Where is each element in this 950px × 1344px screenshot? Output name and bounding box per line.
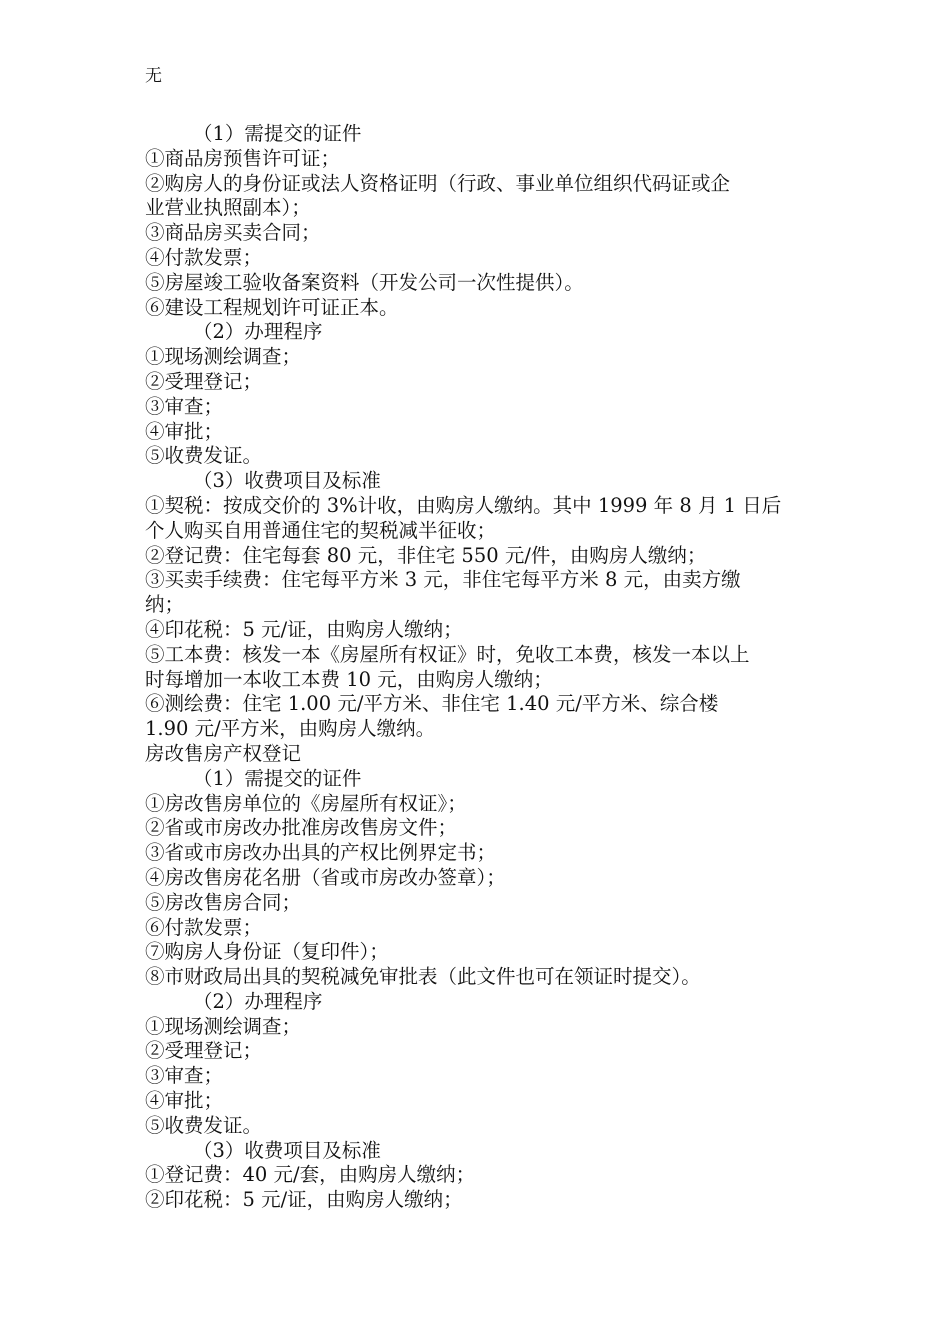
text-line: ③买卖手续费：住宅每平方米 3 元，非住宅每平方米 8 元，由卖方缴 xyxy=(145,568,741,592)
text-line: 房改售房产权登记 xyxy=(145,741,302,765)
text-line: ⑥建设工程规划许可证正本。 xyxy=(145,295,399,319)
text-line: ②登记费：住宅每套 80 元，非住宅 550 元/件，由购房人缴纳； xyxy=(145,543,707,567)
section-heading: （3）收费项目及标准 xyxy=(193,1138,381,1162)
text-line: ①契税：按成交价的 3%计收，由购房人缴纳。其中 1999 年 8 月 1 日后 xyxy=(145,493,782,517)
text-line: ④审批； xyxy=(145,1089,224,1113)
text-line: ②印花税：5 元/证，由购房人缴纳； xyxy=(145,1188,463,1212)
text-line: ④付款发票； xyxy=(145,245,263,269)
text-line: ⑥付款发票； xyxy=(145,915,263,939)
text-line: ③商品房买卖合同； xyxy=(145,221,321,245)
text-line: ①房改售房单位的《房屋所有权证》； xyxy=(145,791,467,815)
text-line: ⑦购房人身份证（复印件）； xyxy=(145,940,389,964)
text-line: ④印花税：5 元/证，由购房人缴纳； xyxy=(145,617,463,641)
text-line: ②受理登记； xyxy=(145,369,263,393)
text-line: ②购房人的身份证或法人资格证明（行政、事业单位组织代码证或企 xyxy=(145,171,731,195)
text-line: ③审查； xyxy=(145,394,224,418)
section-heading: （3）收费项目及标准 xyxy=(193,469,381,493)
text-line: ③审查； xyxy=(145,1064,224,1088)
text-line: ⑤房屋竣工验收备案资料（开发公司一次性提供）。 xyxy=(145,270,584,294)
text-line: 纳； xyxy=(145,593,185,617)
text-line: ①现场测绘调查； xyxy=(145,345,302,369)
text-line: 时每增加一本收工本费 10 元，由购房人缴纳； xyxy=(145,667,553,691)
text-line: 个人购买自用普通住宅的契税减半征收； xyxy=(145,518,497,542)
text-line: ①现场测绘调查； xyxy=(145,1014,302,1038)
page-header: 无 xyxy=(145,66,162,86)
text-line: ⑥测绘费：住宅 1.00 元/平方米、非住宅 1.40 元/平方米、综合楼 xyxy=(145,692,719,716)
text-line: ⑧市财政局出具的契税减免审批表（此文件也可在领证时提交）。 xyxy=(145,965,701,989)
section-heading: （2）办理程序 xyxy=(193,320,323,344)
text-line: ⑤房改售房合同； xyxy=(145,890,302,914)
text-line: ④房改售房花名册（省或市房改办签章）； xyxy=(145,865,506,889)
text-line: ⑤收费发证。 xyxy=(145,1113,263,1137)
text-line: ⑤收费发证。 xyxy=(145,444,263,468)
text-line: ②省或市房改办批准房改售房文件； xyxy=(145,816,458,840)
text-line: ③省或市房改办出具的产权比例界定书； xyxy=(145,841,497,865)
text-line: 1.90 元/平方米，由购房人缴纳。 xyxy=(145,717,436,741)
text-line: 业营业执照副本）； xyxy=(145,196,311,220)
text-line: ⑤工本费：核发一本《房屋所有权证》时，免收工本费，核发一本以上 xyxy=(145,642,750,666)
text-line: ②受理登记； xyxy=(145,1039,263,1063)
document-body xyxy=(145,122,815,1213)
section-heading: （2）办理程序 xyxy=(193,989,323,1013)
section-heading: （1）需提交的证件 xyxy=(193,766,362,790)
text-line: ①登记费：40 元/套，由购房人缴纳； xyxy=(145,1163,476,1187)
section-heading: （1）需提交的证件 xyxy=(193,122,362,145)
text-line: ①商品房预售许可证； xyxy=(145,146,341,170)
text-line: ④审批； xyxy=(145,419,224,443)
